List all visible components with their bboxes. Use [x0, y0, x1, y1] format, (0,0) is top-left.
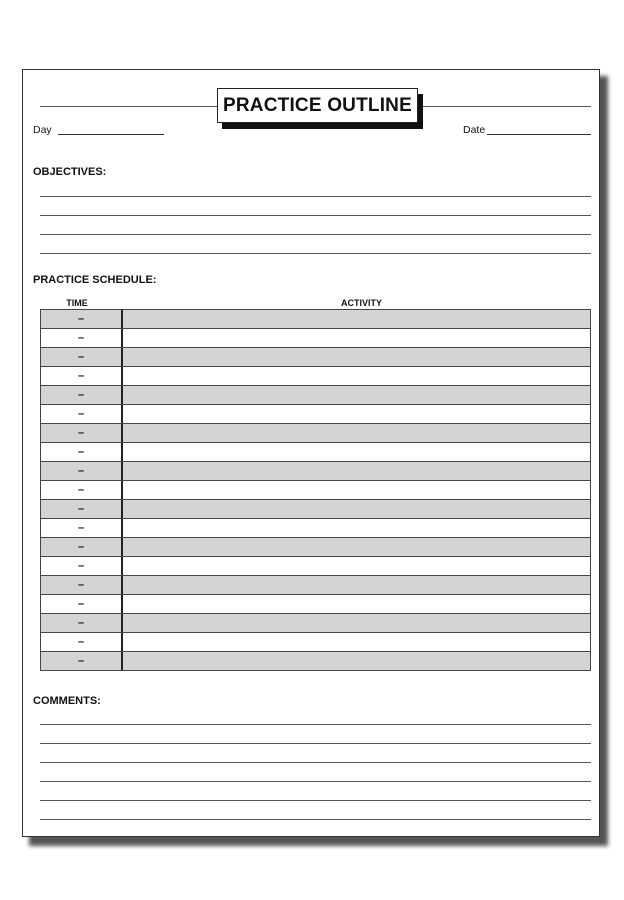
time-cell[interactable]: –: [41, 310, 123, 328]
schedule-row: [41, 367, 590, 386]
time-cell[interactable]: –: [41, 481, 123, 499]
time-cell[interactable]: –: [41, 424, 123, 442]
date-field[interactable]: [487, 134, 591, 135]
activity-cell[interactable]: [123, 348, 590, 366]
time-cell[interactable]: –: [41, 576, 123, 594]
time-cell[interactable]: –: [41, 557, 123, 575]
schedule-row: [41, 462, 590, 481]
activity-cell[interactable]: [123, 405, 590, 423]
schedule-label: PRACTICE SCHEDULE:: [33, 274, 157, 286]
time-cell[interactable]: –: [41, 443, 123, 461]
time-cell[interactable]: –: [41, 405, 123, 423]
time-cell[interactable]: –: [41, 538, 123, 556]
activity-cell[interactable]: [123, 462, 590, 480]
comments-line[interactable]: [40, 800, 591, 801]
title-rule-left: [40, 106, 217, 107]
schedule-row: [41, 481, 590, 500]
activity-cell[interactable]: [123, 481, 590, 499]
time-column-header: TIME: [66, 298, 88, 308]
comments-label: COMMENTS:: [33, 695, 101, 707]
page-title: PRACTICE OUTLINE: [217, 88, 418, 123]
schedule-row: [41, 443, 590, 462]
time-cell[interactable]: –: [41, 329, 123, 347]
time-cell[interactable]: –: [41, 348, 123, 366]
time-cell[interactable]: –: [41, 633, 123, 651]
comments-line[interactable]: [40, 819, 591, 820]
objectives-line[interactable]: [40, 253, 591, 254]
schedule-row: [41, 652, 590, 671]
activity-cell[interactable]: [123, 595, 590, 613]
time-cell[interactable]: –: [41, 519, 123, 537]
comments-line[interactable]: [40, 781, 591, 782]
activity-cell[interactable]: [123, 614, 590, 632]
schedule-row: [41, 633, 590, 652]
objectives-label: OBJECTIVES:: [33, 166, 107, 178]
activity-cell[interactable]: [123, 424, 590, 442]
time-cell[interactable]: –: [41, 652, 123, 670]
activity-cell[interactable]: [123, 576, 590, 594]
activity-cell[interactable]: [123, 538, 590, 556]
schedule-row: [41, 538, 590, 557]
activity-cell[interactable]: [123, 557, 590, 575]
comments-line[interactable]: [40, 724, 591, 725]
time-cell[interactable]: –: [41, 500, 123, 518]
objectives-line[interactable]: [40, 234, 591, 235]
activity-cell[interactable]: [123, 329, 590, 347]
schedule-row: [41, 614, 590, 633]
activity-cell[interactable]: [123, 386, 590, 404]
schedule-row: [41, 576, 590, 595]
schedule-row: [41, 310, 590, 329]
schedule-row: [41, 405, 590, 424]
schedule-table: [40, 309, 591, 671]
schedule-row: [41, 500, 590, 519]
comments-line[interactable]: [40, 743, 591, 744]
schedule-row: [41, 386, 590, 405]
objectives-line[interactable]: [40, 215, 591, 216]
time-cell[interactable]: –: [41, 614, 123, 632]
activity-cell[interactable]: [123, 367, 590, 385]
objectives-line[interactable]: [40, 196, 591, 197]
activity-column-header: ACTIVITY: [340, 298, 382, 308]
activity-cell[interactable]: [123, 500, 590, 518]
schedule-row: [41, 595, 590, 614]
schedule-row: [41, 557, 590, 576]
activity-cell[interactable]: [123, 443, 590, 461]
schedule-row: [41, 519, 590, 538]
schedule-row: [41, 348, 590, 367]
schedule-row: [41, 329, 590, 348]
activity-cell[interactable]: [123, 652, 590, 670]
schedule-row: [41, 424, 590, 443]
time-cell[interactable]: –: [41, 367, 123, 385]
date-label: Date: [463, 124, 486, 136]
comments-line[interactable]: [40, 762, 591, 763]
time-cell[interactable]: –: [41, 386, 123, 404]
time-cell[interactable]: –: [41, 462, 123, 480]
activity-cell[interactable]: [123, 519, 590, 537]
day-label: Day: [33, 124, 52, 136]
activity-cell[interactable]: [123, 310, 590, 328]
title-rule-right: [423, 106, 591, 107]
activity-cell[interactable]: [123, 633, 590, 651]
day-field[interactable]: [58, 134, 164, 135]
time-cell[interactable]: –: [41, 595, 123, 613]
